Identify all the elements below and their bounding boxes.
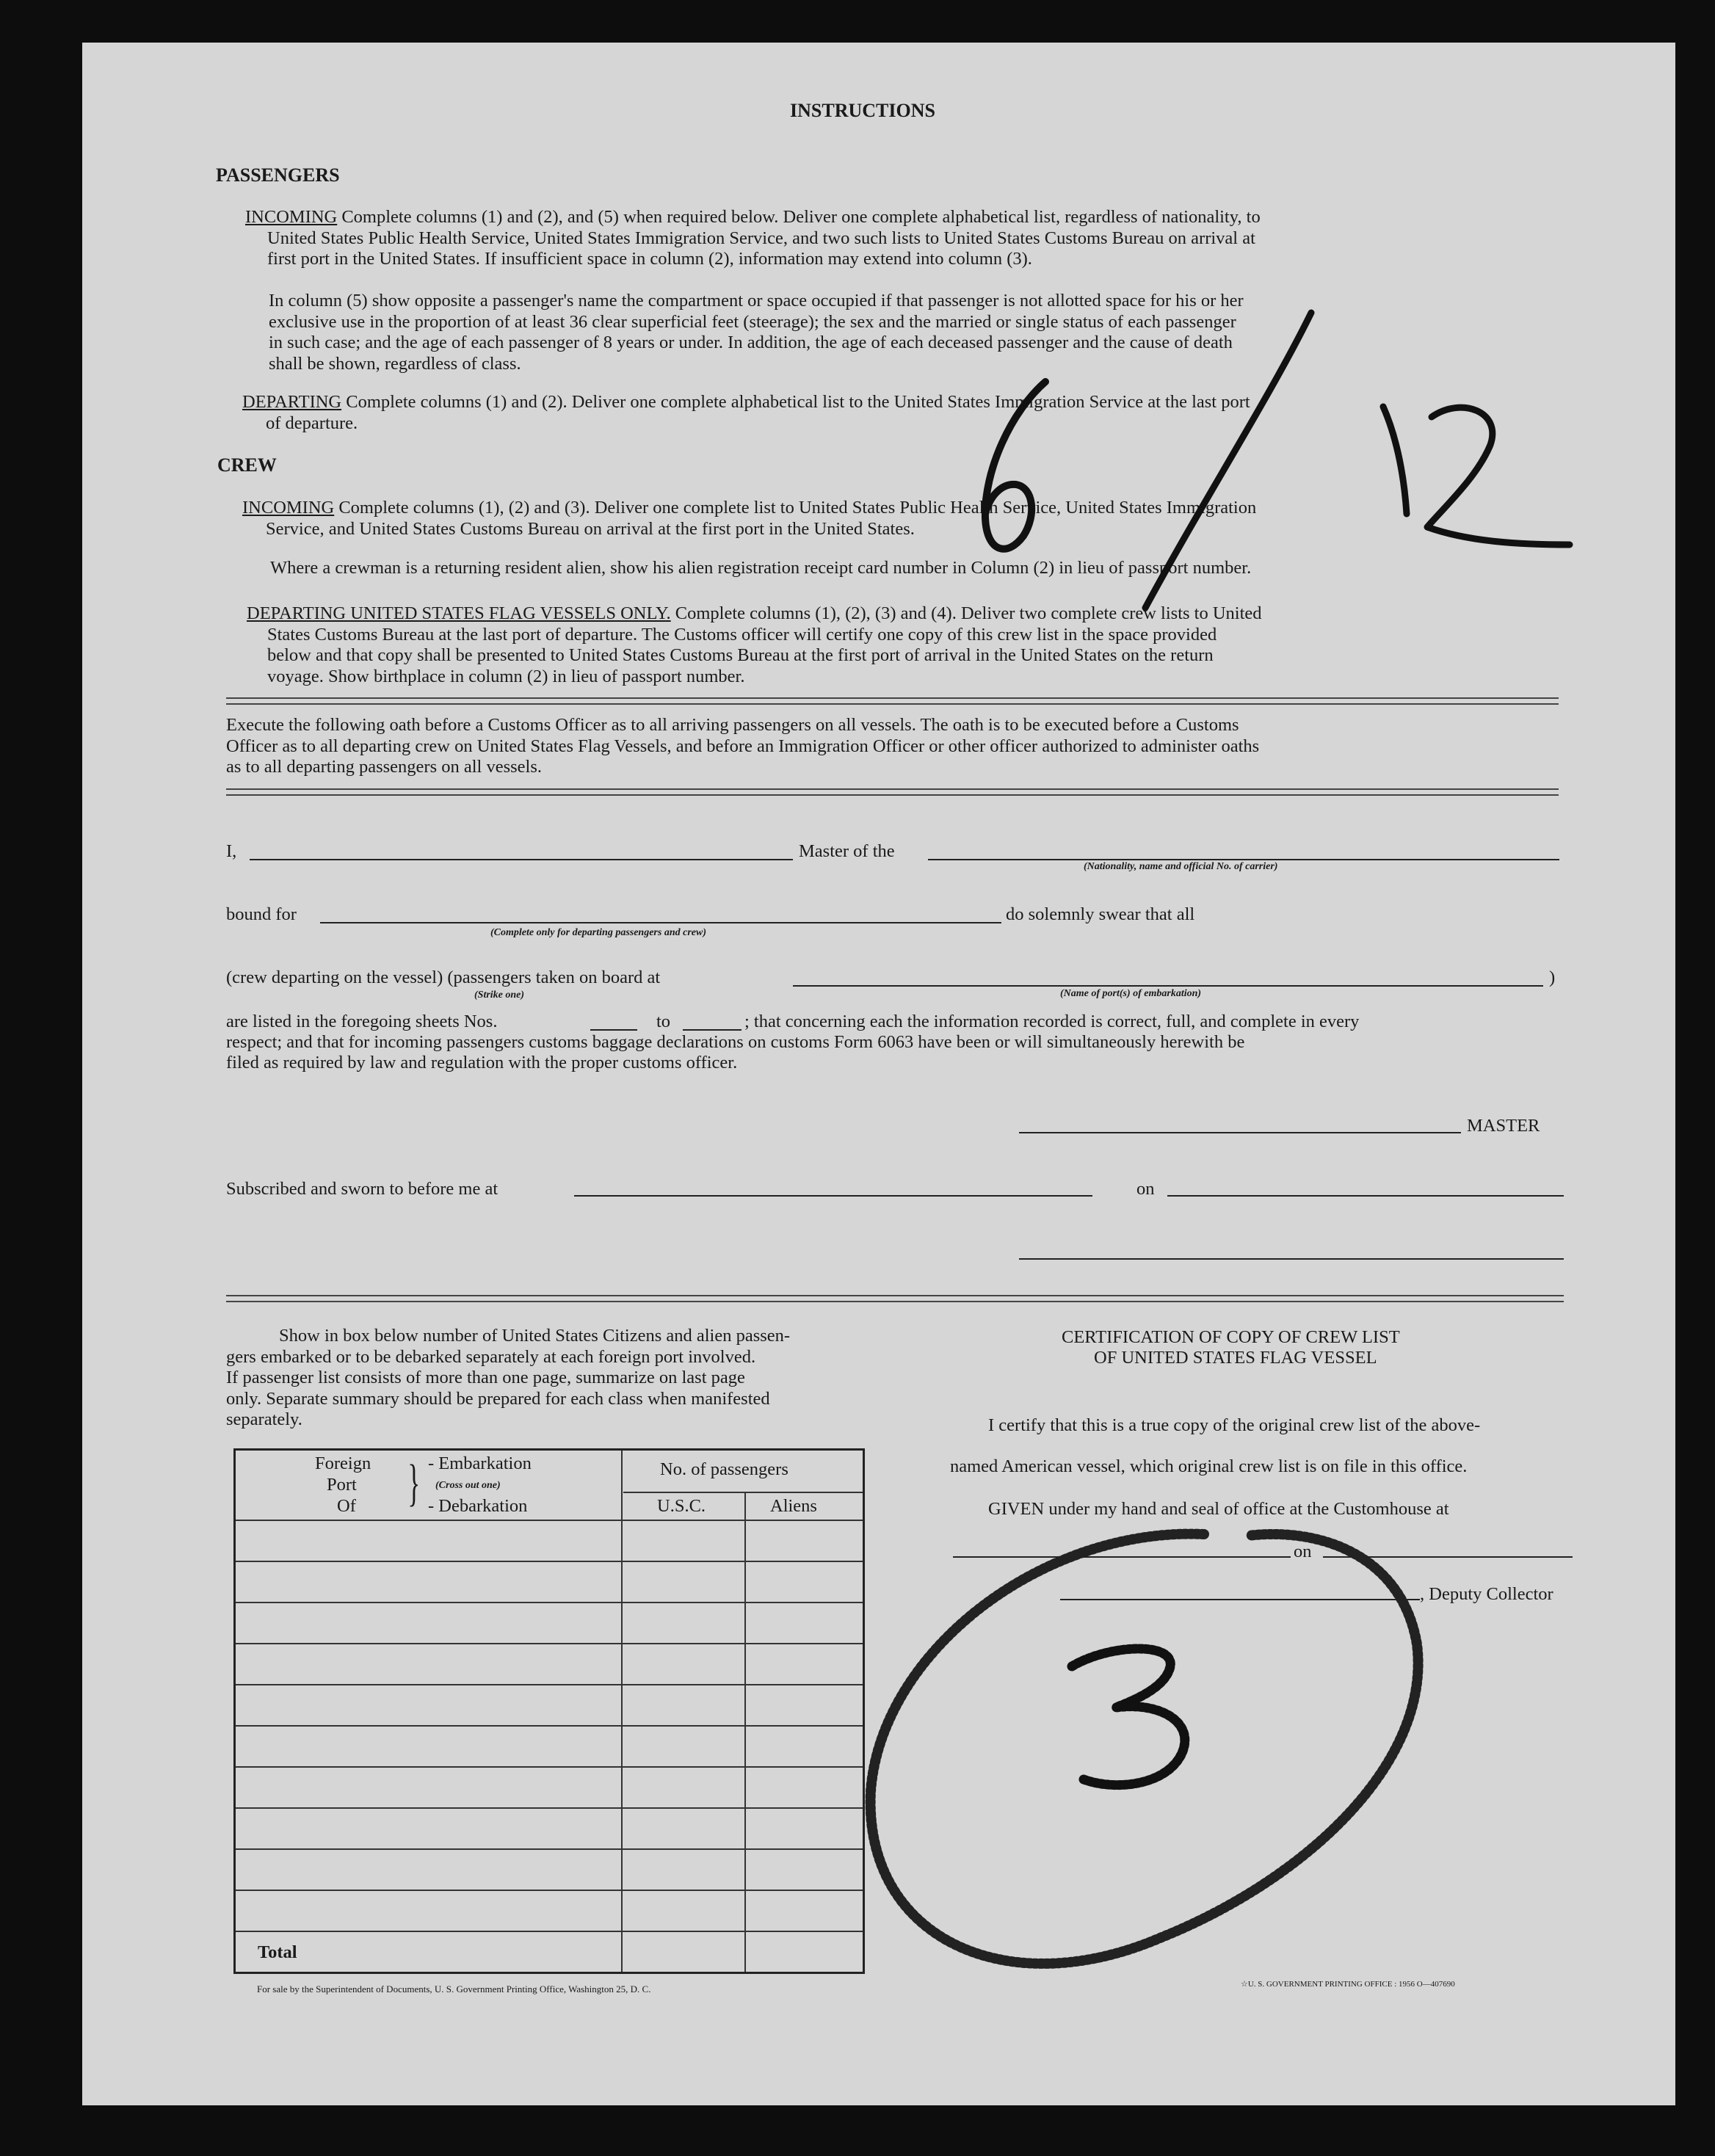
master-label: MASTER (1467, 1116, 1540, 1136)
subscribed-label: Subscribed and sworn to before me at (226, 1179, 498, 1199)
certify-line: I certify that this is a true copy of the original crew list of the above- (988, 1415, 1481, 1435)
sworn-on-label: on (1136, 1179, 1155, 1199)
certification-title: CERTIFICATION OF COPY OF CREW LIST (1062, 1327, 1400, 1347)
listed-rest: ; that concerning each the information recorded is correct, full, and complete in every (744, 1012, 1360, 1031)
handwritten-6-stroke (985, 382, 1045, 549)
deputy-collector-label: , Deputy Collector (1420, 1584, 1553, 1604)
handwritten-3-stroke (1072, 1649, 1185, 1785)
oath-intro-line: Execute the following oath before a Customs Officer as to all arriving passengers on all vessels. The oath is to be executed before a Customs (226, 715, 1239, 735)
certification-title: OF UNITED STATES FLAG VESSEL (1094, 1348, 1377, 1368)
handwritten-1-stroke (1383, 407, 1407, 514)
aliens-header: Aliens (770, 1496, 817, 1516)
crew-incoming-line: Service, and United States Customs Bureau on arrival at the first port in the United States. (266, 518, 915, 539)
crew-incoming-line: Complete columns (1), (2) and (3). Deliver one complete list to United States Public Health Service, United States Immigration (338, 498, 1257, 518)
cert-on-label: on (1294, 1542, 1312, 1561)
foreign-label: Foreign (315, 1453, 371, 1473)
respect-line: respect; and that for incoming passengers customs baggage declarations on customs Form 6063 have been or will simultaneously herewith be (226, 1032, 1245, 1052)
departing-label: DEPARTING (242, 392, 342, 412)
departing-line: of departure. (266, 413, 358, 433)
debarkation-label: - Debarkation (428, 1496, 528, 1516)
usc-header: U.S.C. (657, 1496, 706, 1516)
column5-line: in such case; and the age of each passenger of 8 years or under. In addition, the age of each deceased passenger and the cause of death (269, 333, 1233, 352)
departing-line: Complete columns (1) and (2). Deliver one complete alphabetical list to the United States Immigration Service at the last port (346, 392, 1250, 412)
passengers-heading: PASSENGERS (216, 164, 340, 186)
strike-one-hint: (Strike one) (474, 990, 525, 1001)
master-of-label: Master of the (799, 841, 895, 861)
summary-line: separately. (226, 1409, 302, 1429)
oath-i-label: I, (226, 841, 237, 861)
crew-departing-line: States Customs Bureau at the last port of departure. The Customs officer will certify one copy of this crew list in the space provided (267, 624, 1217, 645)
column5-line: exclusive use in the proportion of at least 36 clear superficial feet (steerage); the sex and the married or single status of each passenger (269, 311, 1236, 332)
listed-to-label: to (656, 1012, 671, 1031)
total-label: Total (258, 1942, 297, 1962)
handwritten-slash-stroke (1145, 313, 1311, 608)
column5-line: shall be shown, regardless of class. (269, 353, 521, 374)
crew-departing-line: Complete columns (1), (2), (3) and (4). Deliver two complete crew lists to United (675, 603, 1262, 623)
of-label: Of (337, 1496, 356, 1516)
embarkation-label: - Embarkation (428, 1453, 532, 1473)
crew-departing-label: (crew departing on the vessel) (passengers taken on board at (226, 968, 661, 987)
summary-line: Show in box below number of United States Citizens and alien passen- (279, 1326, 791, 1346)
page-title: INSTRUCTIONS (790, 100, 935, 121)
incoming-label: INCOMING (245, 207, 338, 227)
crew-heading: CREW (217, 454, 277, 476)
listed-label: are listed in the foregoing sheets Nos. (226, 1012, 498, 1031)
certify-line: named American vessel, which original crew list is on file in this office. (950, 1456, 1468, 1476)
cross-out-hint: (Cross out one) (435, 1480, 501, 1491)
crew-departing-label: DEPARTING UNITED STATES FLAG VESSELS ONLY. (247, 603, 671, 623)
brace-glyph: } (407, 1455, 421, 1511)
incoming-line: United States Public Health Service, United States Immigration Service, and two such lists to United States Customs Bureau on arrival at (267, 228, 1255, 248)
incoming-line: first port in the United States. If insufficient space in column (2), information may extend into column (3). (267, 249, 1032, 269)
no-passengers-header: No. of passengers (660, 1459, 788, 1479)
incoming-line: Complete columns (1) and (2), and (5) when required below. Deliver one complete alphabetical list, regardless of nationality, to (341, 207, 1261, 227)
summary-line: gers embarked or to be debarked separately at each foreign port involved. (226, 1346, 756, 1367)
filed-line: filed as required by law and regulation with the proper customs officer. (226, 1053, 738, 1072)
swear-label: do solemnly swear that all (1006, 904, 1195, 924)
bound-for-hint: (Complete only for departing passengers and crew) (490, 927, 706, 938)
oath-intro-line: as to all departing passengers on all vessels. (226, 757, 543, 777)
bound-for-label: bound for (226, 904, 297, 924)
close-paren: ) (1549, 968, 1556, 987)
ports-hint: (Name of port(s) of embarkation) (1060, 988, 1202, 999)
crew-departing-line: voyage. Show birthplace in column (2) in lieu of passport number. (267, 666, 745, 686)
circle-mark (871, 1534, 1418, 1964)
resident-alien-line: Where a crewman is a returning resident alien, show his alien registration receipt card number in Column (2) in lieu of passport number. (270, 558, 1252, 578)
footer-gpo-note: ☆U. S. GOVERNMENT PRINTING OFFICE : 1956 O—407690 (1241, 1980, 1455, 1989)
column5-line: In column (5) show opposite a passenger's name the compartment or space occupied if that passenger is not allotted space for his or her (269, 291, 1244, 311)
oath-intro-line: Officer as to all departing crew on United States Flag Vessels, and before an Immigration Officer or other officer authorized to administer oaths (226, 736, 1260, 756)
given-line: GIVEN under my hand and seal of office at the Customhouse at (988, 1499, 1449, 1519)
summary-line: only. Separate summary should be prepared for each class when manifested (226, 1388, 770, 1409)
crew-departing-line: below and that copy shall be presented to United States Customs Bureau at the first port of arrival in the United States on the return (267, 645, 1214, 665)
crew-incoming-label: INCOMING (242, 498, 335, 518)
summary-line: If passenger list consists of more than one page, summarize on last page (226, 1368, 745, 1387)
handwritten-2-stroke (1427, 407, 1570, 545)
carrier-hint: (Nationality, name and official No. of carrier) (1084, 861, 1278, 872)
footer-sale-note: For sale by the Superintendent of Documents, U. S. Government Printing Office, Washington 25, D. C. (257, 1983, 651, 1995)
port-label: Port (327, 1475, 357, 1495)
